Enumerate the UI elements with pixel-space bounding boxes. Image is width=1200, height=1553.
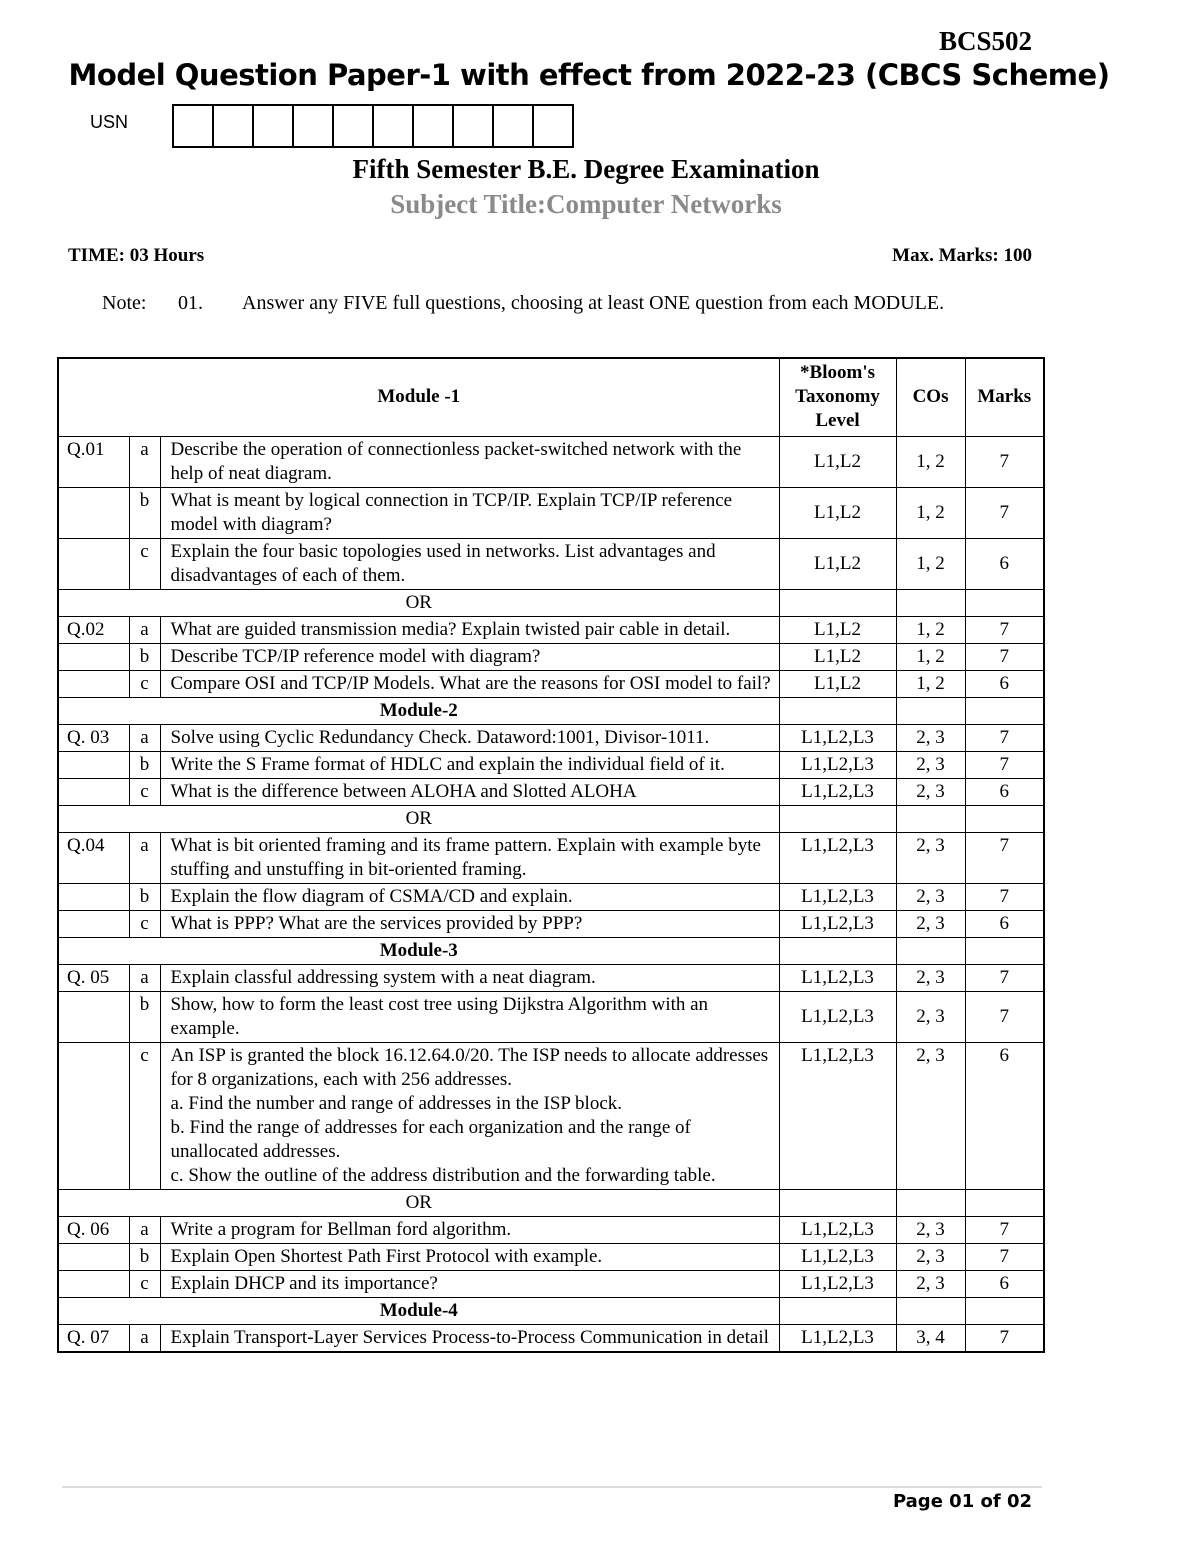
table-row	[58, 910, 1044, 937]
question-text: What is the difference between ALOHA and Slotted ALOHA	[160, 778, 779, 805]
bloom-level: L1,L2,L3	[779, 1243, 896, 1270]
question-text: Explain DHCP and its importance?	[160, 1270, 779, 1297]
bloom-level: L1,L2	[779, 538, 896, 589]
question-number	[58, 910, 129, 937]
co-value: 2, 3	[896, 778, 965, 805]
sub-label: c	[129, 1042, 160, 1189]
marks-value: 6	[965, 910, 1044, 937]
question-number	[58, 991, 129, 1042]
sub-label: c	[129, 778, 160, 805]
sub-label: c	[129, 670, 160, 697]
sub-label: c	[129, 1270, 160, 1297]
question-number	[58, 1042, 129, 1189]
co-value: 2, 3	[896, 991, 965, 1042]
sub-label: b	[129, 751, 160, 778]
co-value: 2, 3	[896, 724, 965, 751]
table-row	[58, 991, 1044, 1042]
question-number	[58, 778, 129, 805]
usn-box	[254, 106, 294, 146]
table-row	[58, 751, 1044, 778]
table-row	[58, 1216, 1044, 1243]
table-row	[58, 616, 1044, 643]
table-row	[58, 670, 1044, 697]
bloom-level: L1,L2,L3	[779, 751, 896, 778]
co-value: 2, 3	[896, 1216, 965, 1243]
usn-box	[174, 106, 214, 146]
bloom-level: L1,L2,L3	[779, 964, 896, 991]
or-separator: OR	[58, 805, 779, 832]
marks-value: 6	[965, 1042, 1044, 1189]
empty-cell	[965, 589, 1044, 616]
marks-value: 7	[965, 616, 1044, 643]
question-text: Solve using Cyclic Redundancy Check. Dataword:1001, Divisor-1011.	[160, 724, 779, 751]
table-row	[58, 778, 1044, 805]
module-row	[58, 937, 1044, 964]
bloom-level: L1,L2,L3	[779, 778, 896, 805]
question-text: Write the S Frame format of HDLC and explain the individual field of it.	[160, 751, 779, 778]
question-text: Explain classful addressing system with a neat diagram.	[160, 964, 779, 991]
module-row	[58, 1297, 1044, 1324]
question-number	[58, 487, 129, 538]
bloom-level: L1,L2,L3	[779, 991, 896, 1042]
empty-cell	[896, 589, 965, 616]
co-value: 2, 3	[896, 832, 965, 883]
usn-box	[294, 106, 334, 146]
question-text: What are guided transmission media? Explain twisted pair cable in detail.	[160, 616, 779, 643]
sub-label: c	[129, 910, 160, 937]
table-row	[58, 538, 1044, 589]
table-row	[58, 724, 1044, 751]
empty-cell	[965, 1189, 1044, 1216]
sub-label: a	[129, 1216, 160, 1243]
table-row	[58, 964, 1044, 991]
marks-value: 7	[965, 643, 1044, 670]
sub-label: a	[129, 964, 160, 991]
marks-value: 7	[965, 436, 1044, 487]
question-text-multi	[160, 1042, 779, 1189]
instructions-note	[102, 292, 944, 315]
co-value: 1, 2	[896, 487, 965, 538]
empty-cell	[965, 697, 1044, 724]
question-number	[58, 643, 129, 670]
question-number: Q.02	[58, 616, 129, 643]
bloom-level: L1,L2,L3	[779, 1324, 896, 1352]
note-text: Answer any FIVE full questions, choosing at least ONE question from each MODULE.	[242, 292, 945, 314]
marks-value: 7	[965, 883, 1044, 910]
empty-cell	[896, 1297, 965, 1324]
empty-cell	[896, 1189, 965, 1216]
usn-box	[334, 106, 374, 146]
bloom-level: L1,L2,L3	[779, 883, 896, 910]
max-marks: Max. Marks: 100	[892, 245, 1032, 266]
marks-header: Marks	[965, 358, 1044, 436]
empty-cell	[779, 1189, 896, 1216]
marks-value: 7	[965, 964, 1044, 991]
empty-cell	[779, 697, 896, 724]
note-number: 01.	[178, 292, 203, 314]
co-value: 2, 3	[896, 1042, 965, 1189]
co-value: 3, 4	[896, 1324, 965, 1352]
empty-cell	[965, 1297, 1044, 1324]
question-text: What is meant by logical connection in TCP/IP. Explain TCP/IP reference model with diagram?	[160, 487, 779, 538]
question-number: Q. 07	[58, 1324, 129, 1352]
sub-label: b	[129, 487, 160, 538]
subject-title: Subject Title:Computer Networks	[390, 189, 782, 219]
question-subpart: b. Find the range of addresses for each organization and the range of unallocated addresses.	[170, 1116, 691, 1162]
sub-label: a	[129, 724, 160, 751]
or-separator: OR	[58, 589, 779, 616]
question-text: Explain the four basic topologies used in networks. List advantages and disadvantages of each of them.	[160, 538, 779, 589]
sub-label: a	[129, 832, 160, 883]
question-text: Compare OSI and TCP/IP Models. What are the reasons for OSI model to fail?	[160, 670, 779, 697]
table-row	[58, 832, 1044, 883]
subject-code: BCS502	[938, 26, 1032, 56]
bloom-level: L1,L2,L3	[779, 724, 896, 751]
sub-label: b	[129, 1243, 160, 1270]
co-value: 1, 2	[896, 538, 965, 589]
exam-title: Fifth Semester B.E. Degree Examination	[352, 154, 820, 184]
empty-cell	[779, 589, 896, 616]
or-row	[58, 589, 1044, 616]
question-number: Q. 05	[58, 964, 129, 991]
bloom-level: L1,L2,L3	[779, 832, 896, 883]
marks-value: 6	[965, 1270, 1044, 1297]
or-row	[58, 805, 1044, 832]
question-number	[58, 538, 129, 589]
marks-value: 7	[965, 832, 1044, 883]
empty-cell	[779, 937, 896, 964]
marks-value: 7	[965, 724, 1044, 751]
usn-boxes	[172, 104, 574, 148]
sub-label: a	[129, 436, 160, 487]
usn-box	[454, 106, 494, 146]
usn-box	[414, 106, 454, 146]
empty-cell	[896, 805, 965, 832]
module-row	[58, 697, 1044, 724]
question-table	[57, 357, 1045, 1353]
question-number: Q.01	[58, 436, 129, 487]
co-value: 2, 3	[896, 751, 965, 778]
question-text: Show, how to form the least cost tree using Dijkstra Algorithm with an example.	[160, 991, 779, 1042]
co-value: 2, 3	[896, 883, 965, 910]
question-text: Describe TCP/IP reference model with diagram?	[160, 643, 779, 670]
question-subpart: c. Show the outline of the address distribution and the forwarding table.	[170, 1164, 716, 1186]
or-separator: OR	[58, 1189, 779, 1216]
table-row	[58, 1324, 1044, 1352]
usn-box	[494, 106, 534, 146]
question-text: An ISP is granted the block 16.12.64.0/20. The ISP needs to allocate addresses for 8 organizations, each with 256 addresses.	[170, 1044, 769, 1090]
page-number: Page 01 of 02	[892, 1491, 1032, 1512]
or-row	[58, 1189, 1044, 1216]
module-2-heading: Module-2	[58, 697, 779, 724]
question-number: Q. 06	[58, 1216, 129, 1243]
table-row	[58, 1270, 1044, 1297]
empty-cell	[965, 937, 1044, 964]
usn-box	[534, 106, 572, 146]
cos-header: COs	[896, 358, 965, 436]
question-text: Explain Transport-Layer Services Process-to-Process Communication in detail	[160, 1324, 779, 1352]
sub-label: a	[129, 1324, 160, 1352]
paper-title: Model Question Paper-1 with effect from 2022-23 (CBCS Scheme)	[68, 58, 1110, 92]
empty-cell	[965, 805, 1044, 832]
bloom-level: L1,L2	[779, 670, 896, 697]
question-text: Write a program for Bellman ford algorithm.	[160, 1216, 779, 1243]
marks-value: 7	[965, 1243, 1044, 1270]
table-row	[58, 883, 1044, 910]
question-number: Q. 03	[58, 724, 129, 751]
bloom-level: L1,L2,L3	[779, 1270, 896, 1297]
table-row	[58, 436, 1044, 487]
marks-value: 7	[965, 751, 1044, 778]
marks-value: 7	[965, 487, 1044, 538]
question-text: What is PPP? What are the services provided by PPP?	[160, 910, 779, 937]
question-number: Q.04	[58, 832, 129, 883]
sub-label: b	[129, 991, 160, 1042]
question-subpart: a. Find the number and range of addresses in the ISP block.	[170, 1092, 623, 1114]
usn-label: USN	[90, 112, 129, 132]
question-text: Explain the flow diagram of CSMA/CD and explain.	[160, 883, 779, 910]
question-number	[58, 1270, 129, 1297]
module-4-heading: Module-4	[58, 1297, 779, 1324]
usn-box	[374, 106, 414, 146]
question-text: What is bit oriented framing and its frame pattern. Explain with example byte stuffing and unstuffing in bit-oriented framing.	[160, 832, 779, 883]
sub-label: c	[129, 538, 160, 589]
empty-cell	[896, 937, 965, 964]
bloom-level: L1,L2,L3	[779, 1216, 896, 1243]
empty-cell	[896, 697, 965, 724]
table-row	[58, 1042, 1044, 1189]
co-value: 2, 3	[896, 1243, 965, 1270]
footer-divider	[62, 1486, 1042, 1488]
module-3-heading: Module-3	[58, 937, 779, 964]
marks-value: 7	[965, 1324, 1044, 1352]
usn-box	[214, 106, 254, 146]
sub-label: b	[129, 883, 160, 910]
bloom-level: L1,L2,L3	[779, 910, 896, 937]
note-label: Note:	[102, 292, 147, 314]
marks-value: 6	[965, 538, 1044, 589]
co-value: 1, 2	[896, 616, 965, 643]
question-number	[58, 883, 129, 910]
question-text: Explain Open Shortest Path First Protocol with example.	[160, 1243, 779, 1270]
table-header-row	[58, 358, 1044, 436]
co-value: 2, 3	[896, 964, 965, 991]
bloom-level: L1,L2	[779, 643, 896, 670]
sub-label: b	[129, 643, 160, 670]
co-value: 1, 2	[896, 670, 965, 697]
bloom-level: L1,L2	[779, 487, 896, 538]
question-number	[58, 751, 129, 778]
co-value: 2, 3	[896, 910, 965, 937]
table-row	[58, 487, 1044, 538]
marks-value: 7	[965, 991, 1044, 1042]
co-value: 1, 2	[896, 643, 965, 670]
marks-value: 7	[965, 1216, 1044, 1243]
co-value: 2, 3	[896, 1270, 965, 1297]
sub-label: a	[129, 616, 160, 643]
empty-cell	[779, 1297, 896, 1324]
empty-cell	[779, 805, 896, 832]
bloom-level: L1,L2,L3	[779, 1042, 896, 1189]
table-row	[58, 643, 1044, 670]
bloom-level: L1,L2	[779, 616, 896, 643]
table-row	[58, 1243, 1044, 1270]
co-value: 1, 2	[896, 436, 965, 487]
question-text: Describe the operation of connectionless packet-switched network with the help of neat diagram.	[160, 436, 779, 487]
marks-value: 6	[965, 670, 1044, 697]
bloom-level: L1,L2	[779, 436, 896, 487]
exam-time: TIME: 03 Hours	[68, 245, 205, 266]
question-number	[58, 1243, 129, 1270]
bloom-header: *Bloom's Taxonomy Level	[779, 358, 896, 436]
question-number	[58, 670, 129, 697]
module-1-heading: Module -1	[58, 358, 779, 436]
marks-value: 6	[965, 778, 1044, 805]
